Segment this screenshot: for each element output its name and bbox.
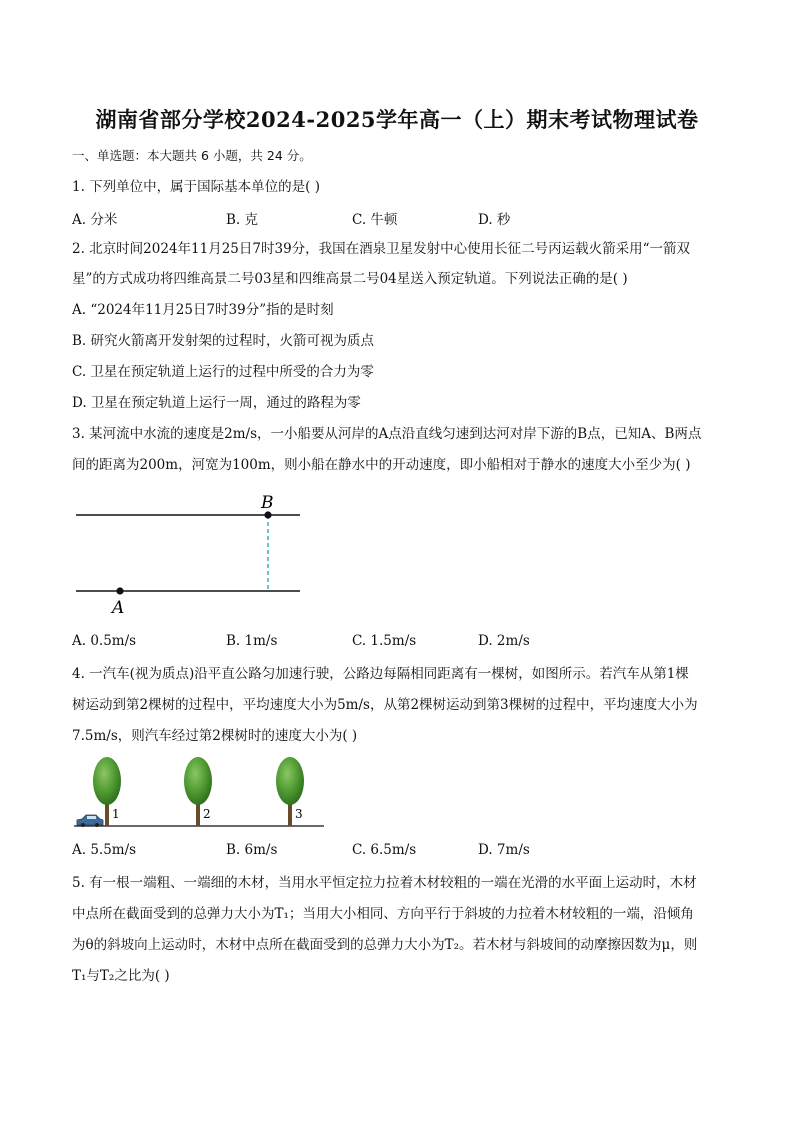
q2-option-b[interactable]: B. 研究火箭离开发射架的过程时，火箭可视为质点 [72, 333, 375, 349]
q4-option-c[interactable]: C. 6.5m/s [352, 842, 417, 858]
point-a-label: A [112, 598, 125, 618]
question-4-stem-line-2: 树运动到第2棵树的过程中，平均速度大小为5m/s，从第2棵树运动到第3棵树的过程中，平均速度大小为 [72, 697, 698, 713]
q3-option-b[interactable]: B. 1m/s [226, 633, 278, 649]
question-2-stem-line-1: 2. 北京时间2024年11月25日7时39分，我国在酒泉卫星发射中心使用长征二号丙运载火箭采用“一箭双 [72, 241, 691, 257]
q2-option-c[interactable]: C. 卫星在预定轨道上运行的过程中所受的合力为零 [72, 364, 374, 380]
question-5-stem-line-1: 5. 有一根一端粗、一端细的木材，当用水平恒定拉力拉着木材较粗的一端在光滑的水平面上运动时，木材 [72, 875, 697, 891]
car-icon [77, 815, 103, 827]
question-3-stem-line-1: 3. 某河流中水流的速度是2m/s，一小船要从河岸的A点沿直线匀速到达河对岸下游的B点，已知A、B两点 [72, 426, 702, 442]
q1-option-c[interactable]: C. 牛顿 [352, 212, 398, 228]
q1-option-a[interactable]: A. 分米 [72, 212, 118, 228]
section-heading: 一、单选题：本大题共 6 小题，共 24 分。 [72, 148, 312, 163]
question-4-stem-line-3: 7.5m/s，则汽车经过第2棵树时的速度大小为( ) [72, 728, 358, 744]
question-2-stem-line-2: 星”的方式成功将四维高景二号03星和四维高景二号04星送入预定轨道。下列说法正确的是( ) [72, 271, 628, 287]
page-title: 湖南省部分学校2024-2025学年高一（上）期末考试物理试卷 [95, 107, 699, 132]
q3-option-a[interactable]: A. 0.5m/s [72, 633, 137, 649]
road-trees-diagram [72, 754, 328, 830]
q4-option-d[interactable]: D. 7m/s [478, 842, 530, 858]
q2-option-a[interactable]: A. “2024年11月25日7时39分”指的是时刻 [72, 302, 334, 318]
point-a-dot [116, 587, 123, 594]
question-4-options [0, 842, 794, 862]
question-5-stem-line-2: 中点所在截面受到的总弹力大小为T₁；当用大小相同、方向平行于斜坡的力拉着木材较粗的一端，沿倾角 [72, 906, 694, 922]
tree-3-label: 3 [295, 807, 303, 821]
question-5-stem-line-3: 为θ的斜坡向上运动时，木材中点所在截面受到的总弹力大小为T₂。若木材与斜坡间的动摩擦因数为μ，则 [72, 937, 698, 953]
q3-option-d[interactable]: D. 2m/s [478, 633, 530, 649]
river-diagram [70, 488, 310, 618]
question-5-stem-line-4: T₁与T₂之比为( ) [72, 968, 170, 984]
tree-2-label: 2 [203, 807, 211, 821]
q4-option-b[interactable]: B. 6m/s [226, 842, 278, 858]
tree-1-label: 1 [112, 807, 120, 821]
q2-option-d[interactable]: D. 卫星在预定轨道上运行一周，通过的路程为零 [72, 395, 361, 411]
question-3-stem-line-2: 间的距离为200m，河宽为100m，则小船在静水中的开动速度，即小船相对于静水的速度大小至少为( ) [72, 457, 691, 473]
q1-option-d[interactable]: D. 秒 [478, 212, 511, 228]
question-4-stem-line-1: 4. 一汽车(视为质点)沿平直公路匀加速行驶，公路边每隔相同距离有一棵树，如图所示。若汽车从第1棵 [72, 666, 689, 682]
point-b-label: B [261, 493, 274, 513]
q3-option-c[interactable]: C. 1.5m/s [352, 633, 417, 649]
question-3-options [0, 633, 794, 653]
q1-option-b[interactable]: B. 克 [226, 212, 259, 228]
question-1-options [0, 208, 794, 228]
q4-option-a[interactable]: A. 5.5m/s [72, 842, 137, 858]
question-1-stem: 1. 下列单位中，属于国际基本单位的是( ) [72, 179, 320, 195]
